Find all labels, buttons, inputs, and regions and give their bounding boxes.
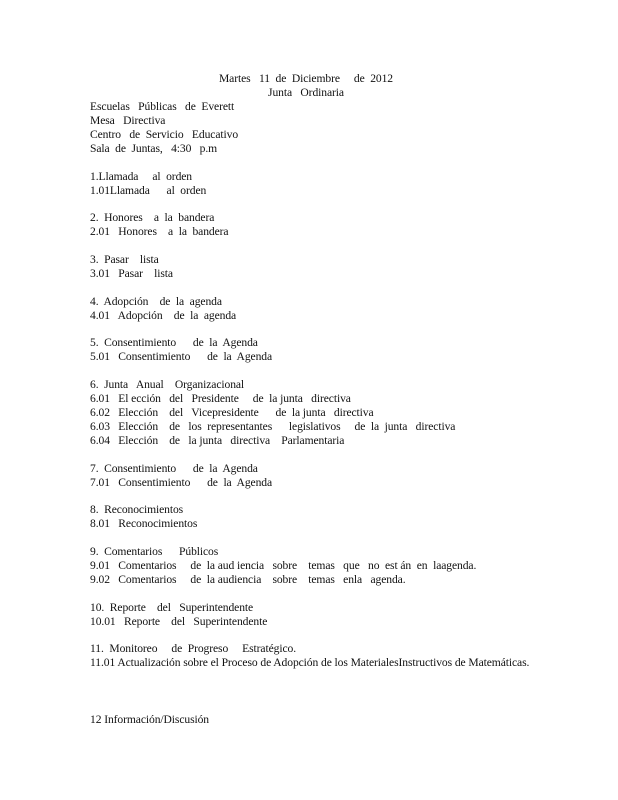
- agenda-item: 3.01 Pasar lista: [90, 267, 173, 280]
- section-title: 2. Honores a la bandera: [90, 211, 215, 224]
- section-title: 6. Junta Anual Organizacional: [90, 378, 245, 391]
- section-title: 8. Reconocimientos: [90, 503, 184, 516]
- agenda-item: 11.01 Actualización sobre el Proceso de Adopción de los MaterialesInstructivos de Matemáticas.: [90, 656, 530, 669]
- location-line: Escuelas Públicas de Everett: [90, 100, 235, 113]
- agenda-item: 7.01 Consentimiento de la Agenda: [90, 476, 273, 489]
- section-title: 10. Reporte del Superintendente: [90, 601, 254, 614]
- agenda-item: 2.01 Honores a la bandera: [90, 225, 229, 238]
- agenda-item: 1.01Llamada al orden: [90, 184, 207, 197]
- agenda-item: 6.03 Elección de los representantes legislativos de la junta directiva: [90, 420, 456, 433]
- section-title: 7. Consentimiento de la Agenda: [90, 462, 258, 475]
- section-title: 1.Llamada al orden: [90, 170, 193, 183]
- section-title: 4. Adopción de la agenda: [90, 295, 222, 308]
- agenda-item: 6.01 El ección del Presidente de la junta directiva: [90, 392, 351, 405]
- agenda-item: 8.01 Reconocimientos: [90, 517, 198, 530]
- agenda-item: 9.02 Comentarios de la audiencia sobre temas enla agenda.: [90, 573, 406, 586]
- location-line: Sala de Juntas, 4:30 p.m: [90, 142, 218, 155]
- section-title: 12 Información/Discusión: [90, 713, 209, 726]
- agenda-item: 6.04 Elección de la junta directiva Parlamentaria: [90, 434, 345, 447]
- agenda-item: 4.01 Adopción de la agenda: [90, 309, 237, 322]
- location-line: Mesa Directiva: [90, 114, 166, 127]
- section-title: 9. Comentarios Públicos: [90, 545, 219, 558]
- agenda-item: 6.02 Elección del Vicepresidente de la junta directiva: [90, 406, 374, 419]
- section-title: 5. Consentimiento de la Agenda: [90, 336, 258, 349]
- section-title: 3. Pasar lista: [90, 253, 159, 266]
- agenda-item: 9.01 Comentarios de la aud iencia sobre temas que no est án en laagenda.: [90, 559, 477, 572]
- agenda-item: 10.01 Reporte del Superintendente: [90, 615, 268, 628]
- section-title: 11. Monitoreo de Progreso Estratégico.: [90, 642, 296, 655]
- meeting-date: Martes 11 de Diciembre de 2012: [218, 72, 394, 85]
- agenda-item: 5.01 Consentimiento de la Agenda: [90, 350, 273, 363]
- meeting-type: Junta Ordinaria: [268, 86, 344, 99]
- location-line: Centro de Servicio Educativo: [90, 128, 239, 141]
